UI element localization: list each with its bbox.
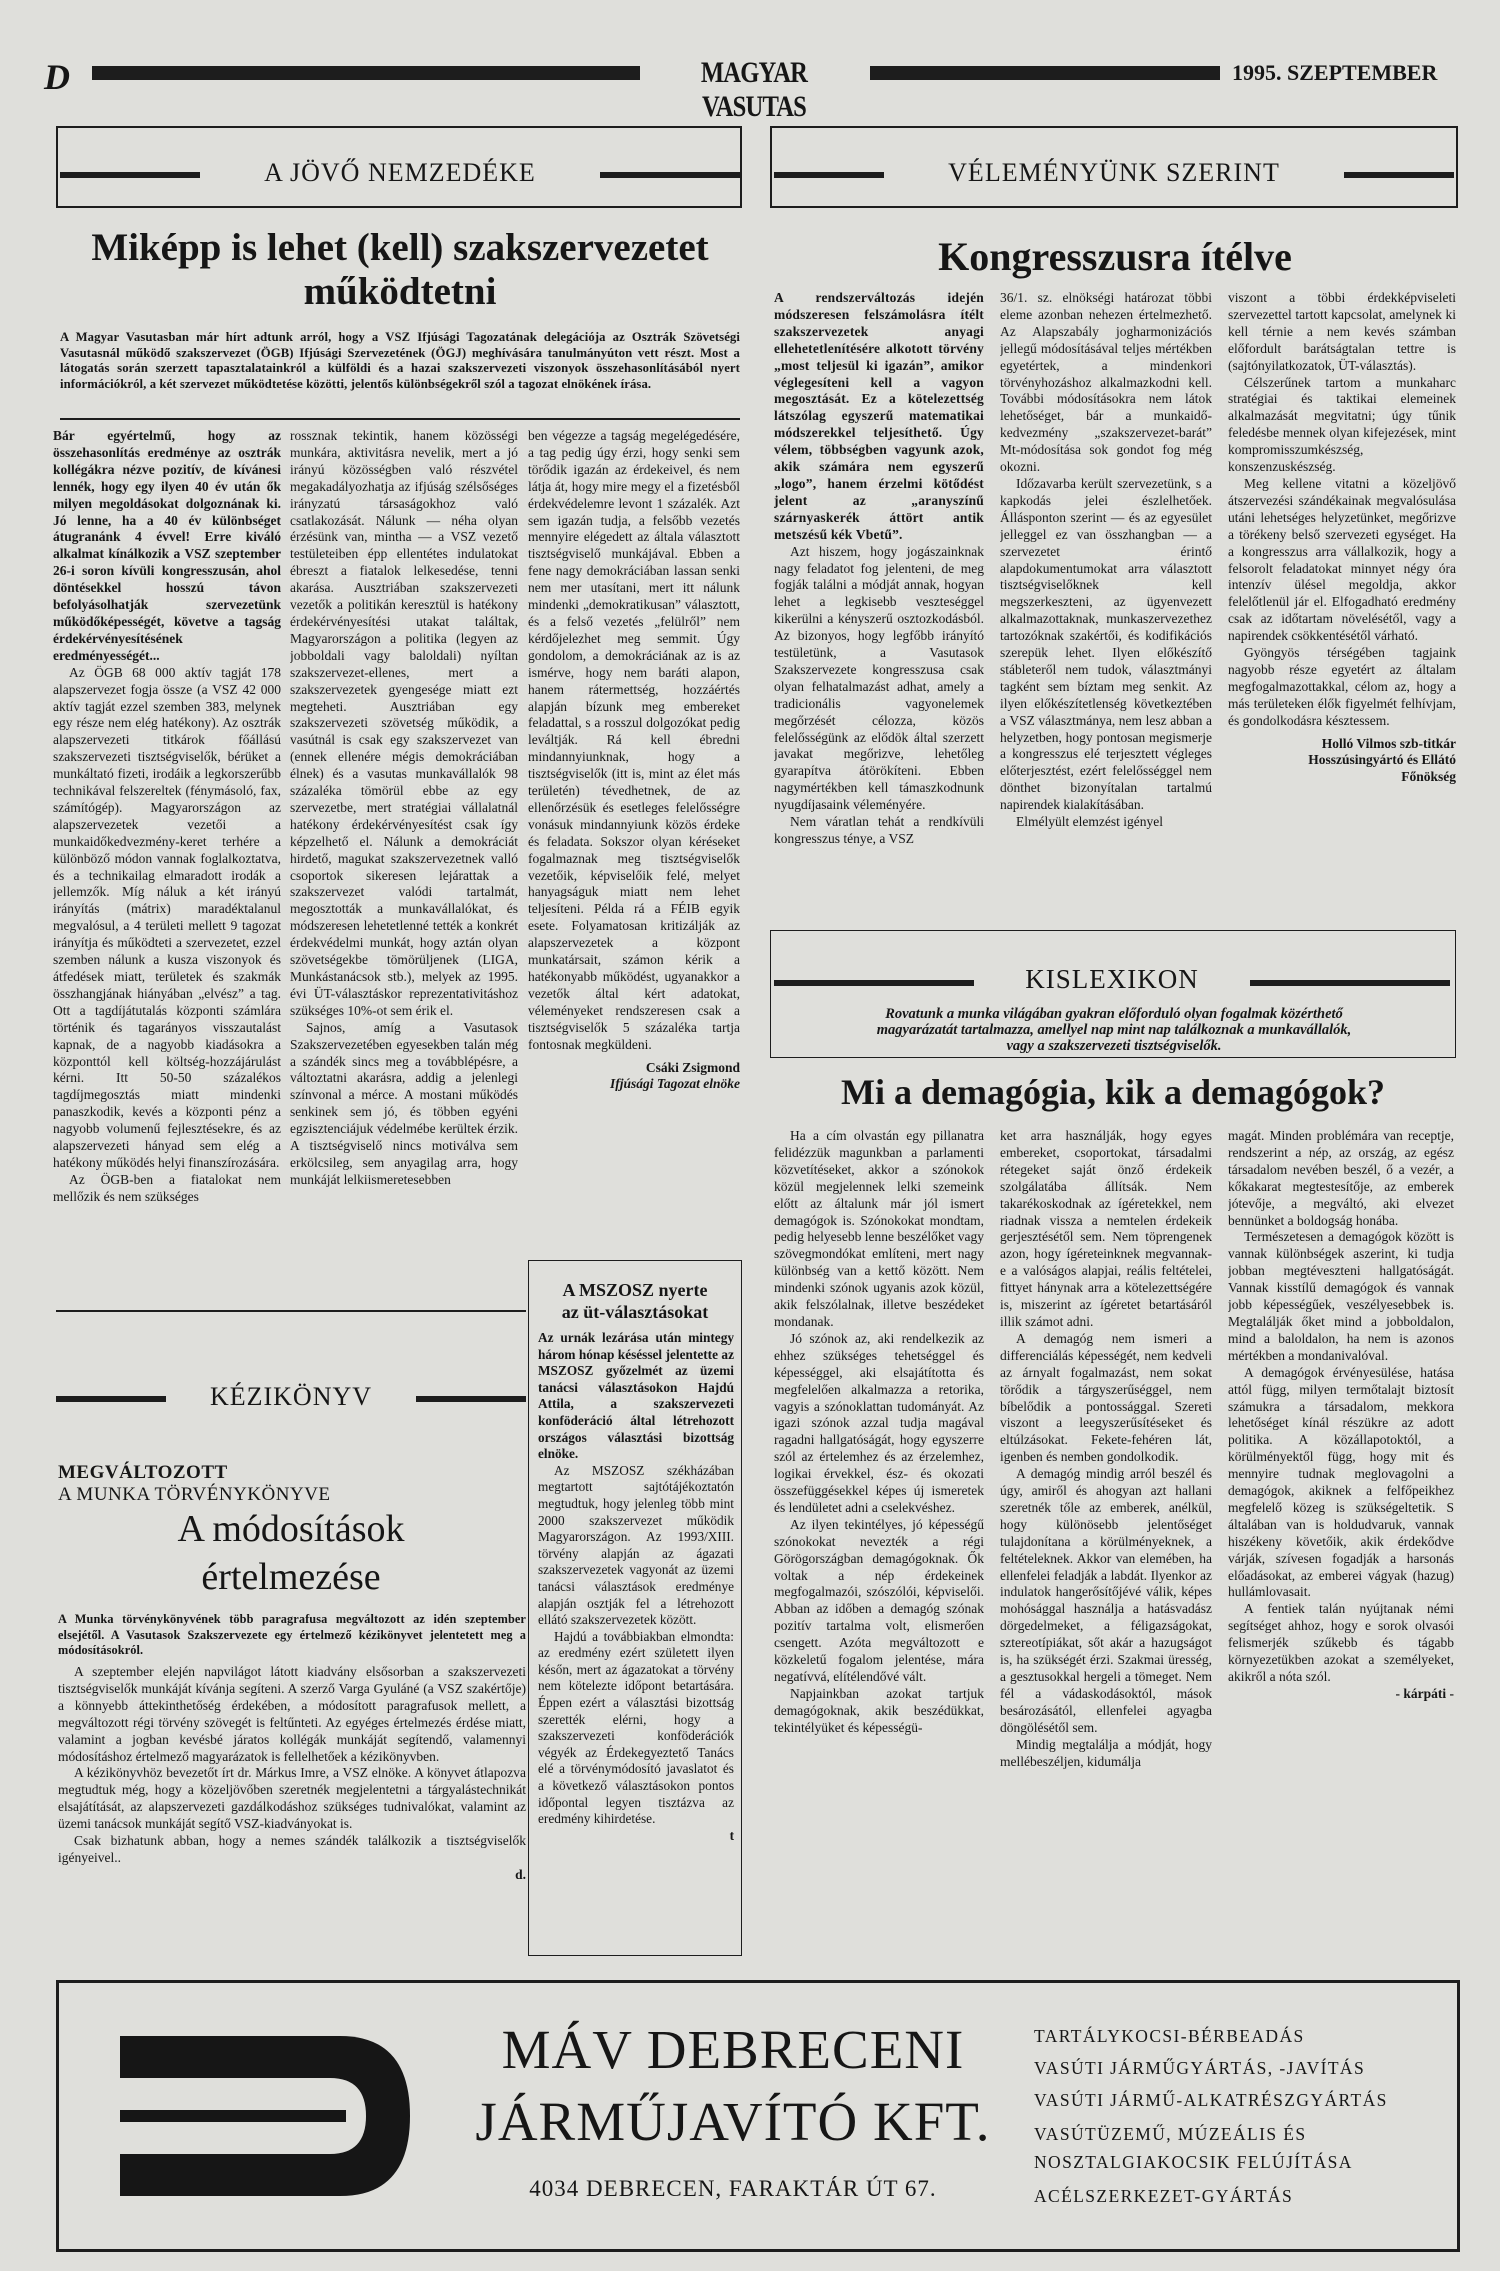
left-headline-line-1: Miképp is lehet (kell) szakszervezetet bbox=[91, 226, 709, 269]
page-letter: D bbox=[44, 57, 70, 97]
kislexikon-col-1 bbox=[774, 1128, 984, 1954]
mszosz-para-2: Hajdú a továbbiakban elmondta: az eredmény ezért született ilyen későn, mert az ágazatokat a törvény nem kötelezte időpont betartására. Éppen ezért a választási bizottság szerették elérni, hogy a szakszervezeti konföderációk végyék az Érdekegyeztető Tanács elé a törvénymódosító javaslatot és a következő választásokon pontos időpontal legyen tisztázva az eredmény kihirdetése. bbox=[538, 1628, 734, 1827]
ad-address: 4034 DEBRECEN, FARAKTÁR ÚT 67. bbox=[529, 2176, 937, 2201]
ad-service-2: VASÚTI JÁRMŰGYÁRTÁS, -JAVÍTÁS bbox=[1034, 2058, 1366, 2078]
kislexikon-section-title: KISLEXIKON bbox=[1025, 964, 1199, 994]
mszosz-para-1: Az MSZOSZ székházában megtartott sajtótájékoztatón megtudtuk, hogy jelenleg több mint 2000 szakszervezet működik Magyarországon. Az 1993/XIII. törvény alapján az ágazati szakszervezetek vagyonát az üzemi tanácsi választások eredménye alapján osztják fel a létrehozott ellátó szakszervezetek között. bbox=[538, 1462, 734, 1628]
right-col2-para-3: Elmélyült elemzést igényel bbox=[1016, 814, 1163, 830]
left-box-bottom-rule bbox=[56, 206, 742, 208]
kislexikon-col2-para-1: ket arra használják, hogy egyes embereket, csoportokat, társadalmi rétegeket saját önző érdekeik szolgálatába állítsák. Nem takarékoskodnak az ígéretekkel, nem riadnak vissza a nemtelen érdekeik gerjesztésétől sem. Nem töprengenek azon, hogy ígéreteinknek megvannak-e a valóságos alapjai, reális feltételei, fittyet hánynak arra a kötelezettségére is, miszerint az ígéretet betartásáról illik számot adni. bbox=[1000, 1128, 1212, 1329]
ad-service-1: TARTÁLYKOCSI-BÉRBEADÁS bbox=[1034, 2026, 1305, 2046]
left-col-2 bbox=[290, 428, 518, 1306]
left-col-1 bbox=[53, 428, 281, 1306]
left-col2-para-1: rossznak tekintik, hanem közösségi munkára, aktivitásra nevelik, mert a jó irányú közösségben való részvétel megakadályozhatja az ifjúság szélsőséges irányzatú társaságokhoz való csatlakozását. Nálunk — néha olyan érzésünk van, mintha — a VSZ vezető testületeiben épp ellentétes indulatokat ébreszt a fiatalok lelkesedése, tenni akarása. Ausztriában szakszervezeti vezetők a politikán keresztül is hatékony érdekérvényesítési utakat találtak, Magyarországon a politika (legyen az jobboldali vagy baloldali) nyíltan szakszervezet-ellenes, mert a szakszervezetek gyengesége miatt ezt megteheti. Ausztriában egy szakszervezeti szövetség működik, a vasútnál is csak egy szakszervezet van (ennek ellenére mégis demokráciában élnek) és a vasutas munkavállalók 98 százaléka tömörül ebbe az egy szervezetbe, mert stratégiai vállalatnál hatékony érdekérvényesítést csak így képzelhető el. Nálunk a demokráciát hirdető, magukat szakszervezetnek valló csoportok sikeresen lejárattak a szakszervezet valódi tartalmát, megosztották a munkavállalókat, és módszeresen lehetetlenné tették a konkrét érdekvédelmi munkát, hogy aztán olyan szövetségekbe tömörüljenek (LIGA, Munkástanácsok stb.), melyek az 1995. évi ÜT-választáskor reprezentativitáshoz szükséges 10%-ot sem érik el. bbox=[290, 428, 518, 1018]
right-section-bar-right bbox=[1344, 172, 1454, 178]
right-headline: Kongresszusra ítélve bbox=[938, 234, 1292, 279]
kezikonyv-bar-right bbox=[416, 1396, 526, 1402]
kislexikon-col3-para-1: magát. Minden problémára van receptje, rendszerint a nép, az ország, az egész társadalom nevében beszél, ő a vezér, a kőkakarat megtestesítője, az emberek jótevője, a megváltó, aki elvezet bennünket a boldogság honába. bbox=[1228, 1128, 1454, 1228]
kislexikon-col3-para-3: A demagógok érvényesülése, hatása attól függ, milyen termőtalajt biztosít számukra a társadalom, mekkora lehetőséget kínál részükre az adott politika. A közállapotoktól, a körülményektől függ, hogy mit és mennyire tudnak meglovagolni a demagógok, akiknek a felfőpeikhez megfelelő közeg is szükségeltetik. S általában van is holdudvaruk, vannak hiszékeny követőik, akik érdekődve várják, szívesen fogadják a harsonás előadásokat, az emberei vágyak (hazug) hullámlovasait. bbox=[1228, 1364, 1454, 1600]
kislexikon-col-3 bbox=[1228, 1128, 1454, 1954]
right-box-left-border bbox=[770, 126, 772, 206]
ad-company-line-1: MÁV DEBRECENI bbox=[501, 2019, 965, 2080]
kislexikon-col3-para-2: Természetesen a demagógok között is vannak különbségek aszerint, ki tudja jobban megtéveszteni hallgatóságát. Vannak kisstílű demagógok és vannak jobb képességűek, veszélyesebbek is. Megtalálják őket mind a jobboldalon, mind a baloldalon, ha nem is azonos mértékben a mondanivalóval. bbox=[1228, 1229, 1454, 1363]
kezikonyv-lede: A Munka törvénykönyvének több paragrafusa megváltozott az idén szeptember elsejétől. A Vasutasok Szakszervezete egy értelmező kézikönyvet jelentetett meg a módosításokról. bbox=[58, 1612, 526, 1658]
right-section-bar-left bbox=[774, 172, 884, 178]
kezikonyv-body bbox=[58, 1664, 526, 1954]
kislexikon-intro-1: Rovatunk a munka világában gyakran előforduló olyan fogalmak közérthető bbox=[885, 1006, 1343, 1022]
company-logo-mark bbox=[90, 2016, 430, 2216]
left-section-bar-left bbox=[60, 172, 200, 178]
right-box-right-border bbox=[1456, 126, 1458, 206]
right-box-bottom-rule bbox=[770, 206, 1458, 208]
kislexikon-col2-para-4: Mindig megtalálja a módját, hogy mellébeszéljen, kidumálja bbox=[1000, 1736, 1212, 1769]
kezikonyv-top-rule bbox=[56, 1310, 526, 1312]
kezikonyv-para-1: A szeptember elején napvilágot látott kiadvány elsősorban a szakszervezeti tisztségviselők munkáját kívánja segíteni. A szerző Varga Gyuláné (a VSZ szakértője) a könnyebb áttekinthetőség érdekében, a módosított paragrafusok mellett, a megváltozott régi törvény szövegét is feltűnteti. Az egyéges értelmezés érdése miatt, valamint a jogban kevésbé járatos kollégák munkáját segítendő, valamennyi módosításhoz értelmező magyarázatok is fellelhetőek a kézikönyvben. bbox=[58, 1664, 526, 1764]
ad-service-6: ACÉLSZERKEZET-GYÁRTÁS bbox=[1034, 2186, 1294, 2206]
left-col2-para-2: Sajnos, amíg a Vasutasok Szakszervezetében egyesekben talán még a szándék sincs meg a továbblépésre, a változtatni akarásra, addig a jelenlegi színvonal a mérce. A mostani működés senkinek sem jó, és többen egyéni egzisztenciájuk védelmébe kerültek érzik. A tisztségviselő nincs motiválva sem erkölcsileg, sem anyagilag arra, hogy munkáját lelkiismeretesebben bbox=[290, 1019, 518, 1187]
kezikonyv-bar-left bbox=[56, 1396, 166, 1402]
right-box-top-rule bbox=[770, 126, 1458, 128]
right-col2-para-1: 36/1. sz. elnökségi határozat többi eleme azonban nehezen értelmezhető. Az Alapszabály jogharmonizációs jellegű módosításával teljes mértékben egyetértek, a mindenkori törvényhozáshoz alkalmazkodni kell. További módosításokra nem látok lehetőséget, bár a munkaidő-kedvezmény „szakszervezet-barát” Mt-módosítása sok gondot fog még okozni. bbox=[1000, 290, 1212, 475]
right-section-title: VÉLEMÉNYÜNK SZERINT bbox=[948, 158, 1280, 187]
left-lede: A Magyar Vasutasban már hírt adtunk arról, hogy a VSZ Ifjúsági Tagozatának delegációja az Osztrák Szövetségi Vasutasnál működő szakszervezet (ÖGB) Ifjúsági Szervezetének (ÖGJ) meghívására tanulmányúton vett részt. Most a látogatás során szerzett tapasztalatainkról a külföldi és a hazai szakszervezeti viszonyok összehasonlításából nyert információkról, a két szervezet működtetése közötti, jelentős különbségekről szól a tagozat elnökének írása. bbox=[60, 330, 740, 392]
kislexikon-col1-para-2: Jó szónok az, aki rendelkezik az ehhez szükséges tehetséggel és képességgel, aki elsajátította és megfelelően alkalmazza a retorika, vagyis a szónoklattan tudományát. Az igazi szónok azzal tudja magával ragadni hallgatóságát, hogy egyszerre szól az értelemhez és az érzelemhez, logikai érvekkel, ész- és okozati összefüggésekkel képes új ismeretek és lendületet adni a cselekvéshez. bbox=[774, 1330, 984, 1515]
kezikonyv-headline-2: értelmezése bbox=[201, 1556, 381, 1598]
kezikonyv-headline-1: A módosítások bbox=[177, 1508, 405, 1550]
right-col2-para-2: Időzavarba került szervezetünk, s a kapkodás jelei észlelhetőek. Állásponton szerint — és az egyesület jelleggel ez van összhangban — a szervezetet érintő alapdokumentumokat arra választott tisztségviselőknek kell megszerkeszteni, az ügyenvezett alkalmazottaknak, munkaszervezethez tartozóknak szakértői, és kodifikációs szerepük lehet. Ilyen előkészítő stábleteről nem tudok, választmányi tagként sem bíztam meg senkit. Az ilyen előkészítetlenség következtében a VSZ választmánya, nem lesz abban a helyzetben, hogy pontosan megismerje a kongresszus elé terjesztett végleges előterjesztést, ezért felelősséggel nem dönthet bizonyítalan tartalmú napirendek kialakításában. bbox=[1000, 475, 1212, 813]
ad-service-4: VASÚTÜZEMŰ, MÚZEÁLIS ÉS bbox=[1034, 2124, 1307, 2144]
left-col3-para-1: ben végezze a tagság megelégedésére, a tag pedig úgy érzi, hogy senki sem törődik igazán az érdekeivel, és nem látja át, hogy mire megy el a fizetésből érdekvédelemre levont 1 százalék. Azt sem igazán tudja, a felsőbb vezetés mennyire elégedett az általa választott tisztségviselő munkájával. Ebben a fene nagy demokráciában lassan senki nem mer utasítani, mert itt nálunk mindenki „demokratikusan” választott, és a felső vezetés „felülről” nem kérdőjelezhet meg semmit. Úgy gondolom, a demokráciának az is az ismérve, hogy nem baráti alapon, hanem rátermettség, hozzáértés alapján bízunk meg embereket feladattal, s a rosszul dolgozókat pedig leváltják. Rá kell ébredni mindannyiunknak, hogy a tisztségviselők (itt is, mint az élet más területén) tévedhetnek, de az ellenőrzésük és esetleges felelősségre vonásuk mindannyiunk közös érdeke és feladata. Sokszor olyan kéréseket fogalmaznak meg tisztségviselők vezetőik, képviselőik felé, melyet hanyagságuk miatt nem lehet teljesíteni. Példa rá a FÉIB egyik esete. Folyamatosan kritizálják az alapszervezetek a központ munkatársait, számon kérik a hatékonyabb működést, ugyanakkor a vezetők által kért adatokat, véleményeket rendszeresen csak a tisztségviselők 5 százaléka tartja fontosnak megküldeni. bbox=[528, 428, 740, 1052]
left-col1-para-2: Az ÖGB 68 000 aktív tagját 178 alapszervezet fogja össze (a VSZ 42 000 aktív tagját ezzel szemben 383, melynek egy része nem elég hatékony). Az osztrák alapszervezeti titkárok főállású szakszervezeti tisztségviselők, bérüket a munkáltató fizeti, irodáik a legkorszerűbb technikával felszereltek (fénymásoló, fax, számítógép). Magyarországon az alapszervezetek vezetői a munkaidőkedvezmény-keret terhére a különböző módon vannak foglalkoztatva, és a technikailag elmaradott irodák a jellemzők. Míg náluk a két irányú irányítás (mátrix) maradéktalanul megvalósul, a 4 területi mellett 9 tagozat irányítja és működteti a szervezetet, ezzel szemben nálunk a kusza viszonyok és átfedések miatt, területek és szakmák összhangjának hiányában „elvész” a tag. Ott a tagdíjátutalás központi számlára történik és tagarányos visszautalást kapnak, de a nagyobb kiadásokra a központtól kell költség-hozzájárulást kérni. Itt 50-50 százalékos tagdíjmegosztás miatt mindenki panaszkodik, kevés a központi pénz a nagyobb volumenű fejlesztésekre, és az alapszervezeti hányad sem elég a hatékony működés helyi finanszírozására. bbox=[53, 664, 281, 1170]
left-box-top-rule bbox=[56, 126, 742, 128]
right-col3-para-1: viszont a többi érdekképviseleti szervezettel tartott kapcsolat, amelynek ki kell térnie a nem kevés számban előfordult barátságtalan tettre is (sajtónyilatkozatok, ÜT-választás). bbox=[1228, 290, 1456, 373]
kislexikon-col1-para-4: Napjainkban azokat tartjuk demagógoknak, akik beszédükkat, tekintélyüket és képességü- bbox=[774, 1685, 984, 1735]
mszosz-signature: t bbox=[729, 1827, 734, 1843]
right-col3-para-2: Célszerűnek tartom a munkaharc stratégiai és taktikai elemeinek alkalmazását megvitatni; úgy tűnik feledésbe mennek olyan kifejezések, mint kompromisszumkészség, konszenzuskészség. bbox=[1228, 374, 1456, 475]
left-col1-para-3: Az ÖGB-ben a fiatalokat nem mellőzik és nem szükséges bbox=[53, 1171, 281, 1204]
right-col1-para-3: Nem váratlan tehát a rendkívüli kongresszus ténye, a VSZ bbox=[774, 814, 984, 846]
kezikonyv-para-2: A kézikönyvhöz bevezetőt írt dr. Márkus Imre, a VSZ elnöke. A könyvet átlapozva megtudtuk még, hogy a közeljövőben szeretnék megjelentetni a tárgyalástechnikát elsajátítását, az alapszervezeti gazdálkodáshoz szükséges tudnivalókat, valamint az üzemi tanácsok munkáját segítő VSZ-kiadványokat is. bbox=[58, 1765, 526, 1832]
kezikonyv-signature: d. bbox=[515, 1866, 526, 1882]
right-col-2 bbox=[1000, 290, 1212, 912]
kislexikon-intro-3: vagy a szakszervezeti tisztségviselők. bbox=[1006, 1038, 1222, 1054]
kislexikon-intro-2: magyarázatát tartalmazza, amellyel nap mint nap találkoznak a munkavállalók, bbox=[876, 1022, 1352, 1038]
left-signature-name: Csáki Zsigmond bbox=[645, 1059, 740, 1075]
kezikonyv-kicker-1: MEGVÁLTOZOTT bbox=[58, 1462, 228, 1483]
kislexikon-signature: - kárpáti - bbox=[1395, 1685, 1454, 1701]
kislexikon-col-2 bbox=[1000, 1128, 1212, 1954]
right-col1-para-1: A rendszerváltozás idején módszeresen felszámolásra ítélt szakszervezetek anyagi ellehetetlenítésére alkotott törvény „most teljesül ki igazán”, amikor véglegesíteni kell a vagyon megosztását. Ez a kötelezettség látszólag egyszerű matematikai módszerekkel teljesíthető. Úgy vélem, többségben vagyunk azok, akik számára nem egyszerű „logo”, hanem érzelmi kötődést jelent az „aranyszínű szárnyaskerék áttört antik metszésű kék Vbetű”. bbox=[774, 290, 984, 542]
left-section-title: A JÖVŐ NEMZEDÉKE bbox=[264, 158, 536, 187]
kislexikon-col3-para-4: A fentiek talán nyújtanak némi segítséget ahhoz, hogy e sorok olvasói felismerjék szűkebb és tágabb környezetükben azokat a személyeket, akikről a nóta szól. bbox=[1228, 1601, 1454, 1684]
mszosz-headline-2: az üt-választásokat bbox=[561, 1302, 709, 1322]
mszosz-headline-1: A MSZOSZ nyerte bbox=[562, 1280, 708, 1300]
right-signature-title-2: Főnökség bbox=[1401, 769, 1456, 785]
ad-company-line-2: JÁRMŰJAVÍTÓ KFT. bbox=[475, 2091, 991, 2152]
kislexikon-headline: Mi a demagógia, kik a demagógok? bbox=[840, 1072, 1386, 1112]
kislexikon-bar-left bbox=[774, 980, 974, 986]
left-section-bar-right bbox=[600, 172, 740, 178]
left-col-3 bbox=[528, 428, 740, 1228]
left-signature-title: Ifjúsági Tagozat elnöke bbox=[609, 1076, 740, 1092]
right-col3-para-4: Gyöngyös térségében tagjaink nagyobb része egyetért az általam megfogalmazottakkal, célom az, hogy a más területeken élők figyelmét felhívjam, és gondolkodásra késztessem. bbox=[1228, 645, 1456, 728]
right-signature-name: Holló Vilmos szb-titkár bbox=[1321, 735, 1456, 751]
kezikonyv-section-title: KÉZIKÖNYV bbox=[209, 1382, 373, 1411]
kezikonyv-kicker-2: A MUNKA TÖRVÉNYKÖNYVE bbox=[58, 1484, 331, 1505]
kislexikon-col1-para-1: Ha a cím olvastán egy pillanatra felidézzük magunkban a parlamenti közvetítéseket, akkor a szónokok közül megjelennek lelki szemeink előtt az általunk már jól ismert demagógok is. Szónokokat mondtam, pedig helyesebb lenne beszélőket vagy szövegmondókat említeni, mert nagy különbség van a kettő között. Nem mindenki szónok ugyanis azok közül, akik felszólalnak, illetve beszédeket mondanak. bbox=[774, 1128, 984, 1329]
ad-service-3: VASÚTI JÁRMŰ-ALKATRÉSZGYÁRTÁS bbox=[1034, 2090, 1388, 2110]
kislexikon-col2-para-2: A demagóg nem ismeri a differenciálás képességét, nem kedveli az árnyalt fogalmazást, nem sokat törődik a tárgyszerűséggel, nem bíbelődik a pontossággal. Szereti viszont a leegyszerűsítéseket és eltúlzásokat. Fekete-fehéren lát, igenben és nemben gondolkodik. bbox=[1000, 1330, 1212, 1465]
left-headline-line-2: működtetni bbox=[303, 270, 497, 313]
masthead-title: MAGYAR VASUTAS bbox=[700, 56, 808, 123]
masthead-rule-right bbox=[870, 66, 1220, 80]
mszosz-lede: Az urnák lezárása után mintegy három hónap késéssel jelentette az MSZOSZ győzelmét az üzemi tanácsi választásokon Hajdú Attila, a szakszervezeti konföderáció által létrehozott országos választási bizottság elnöke. bbox=[538, 1330, 734, 1462]
left-box-right-border bbox=[740, 126, 742, 206]
mszosz-body bbox=[538, 1330, 734, 1950]
right-col3-para-3: Meg kellene vitatni a közeljövő átszervezési szándékainak megvalósulása utáni lehetséges helyzetünket, megőrizve a törékeny belső szervezeti egységet. Ha a kongresszus arra vállalkozik, hogy a felsorolt feladatokat minnyet négy óra intenzív ülésel megoldja, akkor felelőtlenül jár el. Elfogadható eredmény csak az időtartam növelésétől, vagy a napirendek csökkentésétől várható. bbox=[1228, 475, 1456, 644]
ad-service-5: NOSZTALGIAKOCSIK FELÚJÍTÁSA bbox=[1034, 2152, 1353, 2172]
masthead-rule-left bbox=[92, 66, 640, 80]
kislexikon-col2-para-3: A demagóg mindig arról beszél és úgy, amiről és ahogyan azt hallani szeretnék tőle az emberek, anélkül, hogy különösebb jelentőséget tulajdonítana a körülményeknek, a feltételeknek. Akkor van elemében, ha ellenfelei feladják a labdát. Ilyenkor az indulatok hangerősítőjévé válik, képes mohósággal használja a hatásvadász dörgedelmeket, a féligazságokat, sztereotípiákat, sőt akár a hazugságot is, ha szükségét érzi. Szakmai üresség, a gesztusokkal hergeli a tömeget. Nem fél a vádaskodásoktól, mások besározásától, ellenfelei agyagba döngölésétől sem. bbox=[1000, 1466, 1212, 1735]
right-signature-title-1: Hosszúsingyártó és Ellátó bbox=[1308, 752, 1456, 768]
left-col1-para-1: Bár egyértelmű, hogy az összehasonlítás eredménye az osztrák kollégákra nézve pozitív, de kívánesi lennék, hogy egy ilyen 40 év után ők milyen megoldásokat dolgoznának ki. Jó lenne, ha a 40 év különbséget átugranánk 4 évvel! Erre kiváló alkalmat kínálkozik a VSZ szeptember 26-i soron kívüli kongresszusán, ahol döntésekkel hosszú távon befolyásolhatják szervezetünk működőképességét, követve a tagság érdekérvényesítésének eredményességét... bbox=[53, 428, 281, 663]
left-box-left-border bbox=[56, 126, 58, 206]
left-lede-rule bbox=[60, 418, 740, 420]
masthead-date: 1995. SZEPTEMBER bbox=[1232, 60, 1438, 85]
company-logo bbox=[90, 2016, 430, 2216]
kezikonyv-para-3: Csak bizhatunk abban, hogy a nemes szándék találkozik a tisztségviselők igényeivel.. bbox=[58, 1833, 526, 1865]
kislexikon-bar-right bbox=[1250, 980, 1450, 986]
right-col-1 bbox=[774, 290, 984, 912]
right-col1-para-2: Azt hiszem, hogy jogászainknak nagy feladatot fog jelenteni, de meg fogják találni a módját annak, hogyan lehet a legkisebb veszteséggel kikerülni a kényszerű osztozkodásból. Az bizonyos, hogy legfőbb irányító testületünk, a Vasutasok Szakszervezete kongresszusa csak olyan felhatalmazást adhat, amely a tradicionális vagyonelemek megőrzését célozza, közös felelősségünk az elődök által szerzett javakat megőrizve, lehetőleg gyarapítva átörökíteni. Ebben nagymértékben kell támaszkodnunk nyugdíjasaink véleményére. bbox=[774, 543, 984, 813]
kislexikon-col1-para-3: Az ilyen tekintélyes, jó képességű szónokokat nevezték a régi Görögországban demagógoknak. Ők voltak a nép érdekeinek megfogalmazói, szószólói, képviselői. Abban az időben a demagóg szónak pozitív tartalma volt, elismerően csengett. Azóta megváltozott e közkeletű fogalom jelentése, mára negatívvá, elítélendővé vált. bbox=[774, 1516, 984, 1684]
right-col-3 bbox=[1228, 290, 1456, 912]
